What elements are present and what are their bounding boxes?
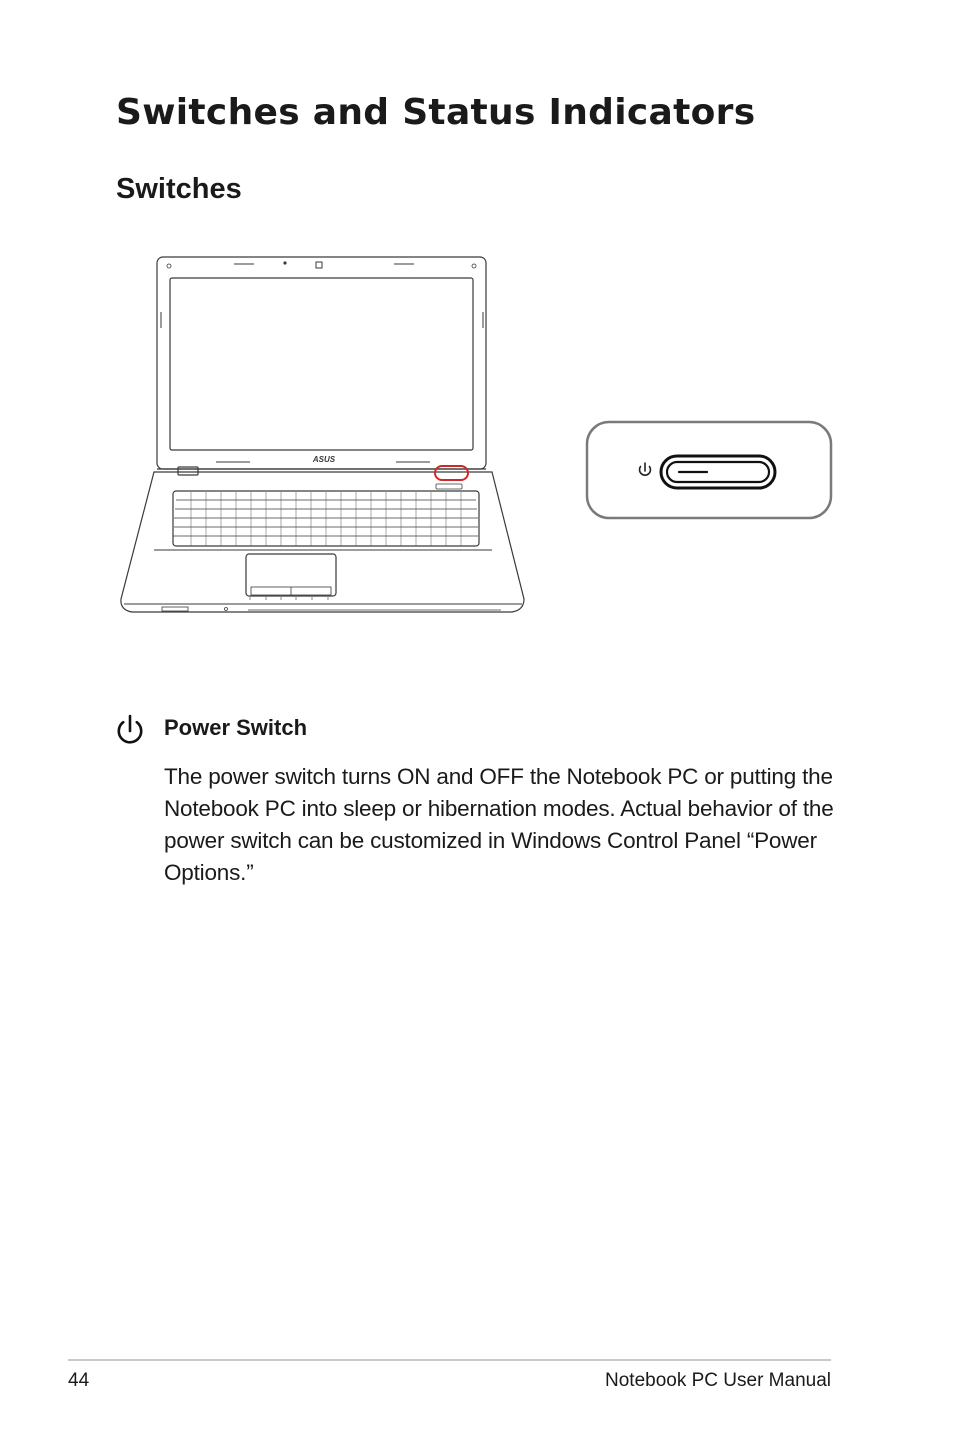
page-number: 44 (68, 1370, 90, 1391)
section-heading: Switches (116, 173, 242, 205)
laptop-illustration (116, 254, 530, 618)
laptop-logo: ASUS (312, 455, 336, 464)
page-title: Switches and Status Indicators (116, 92, 756, 133)
power-switch-detail (585, 420, 833, 520)
footer-manual-title: Notebook PC User Manual (605, 1370, 831, 1391)
power-switch-title: Power Switch (164, 715, 308, 740)
power-icon (115, 713, 145, 747)
footer-divider (68, 1359, 831, 1361)
power-switch-description: The power switch turns ON and OFF the Notebook PC or putting the Notebook PC into sleep or hibernation modes. Actual behavior of the power switch can be customized in Windows Control Panel “Power Options.” (164, 764, 834, 885)
